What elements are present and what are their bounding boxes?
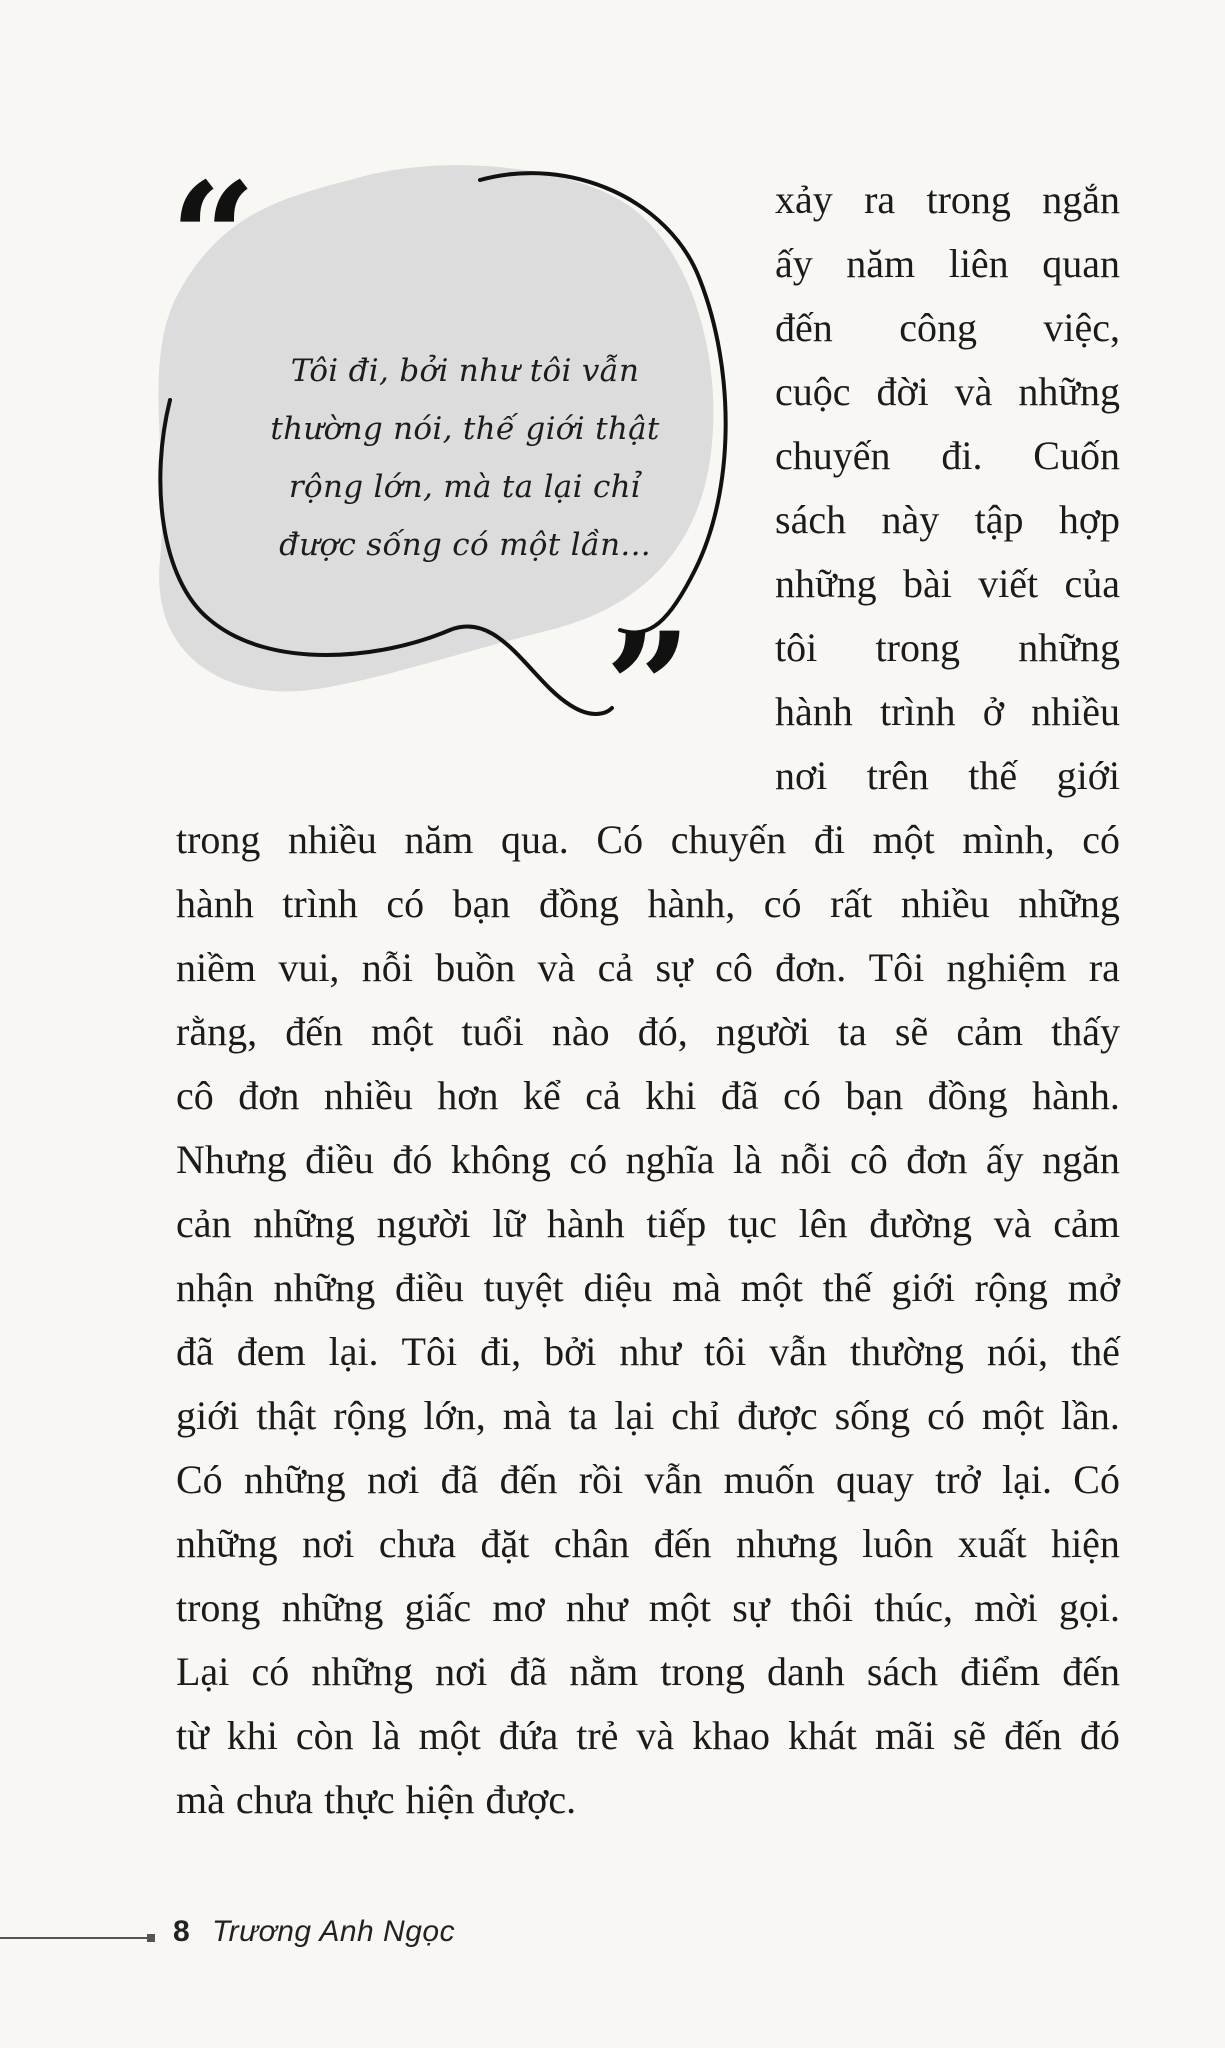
body-text-line xyxy=(176,1384,1120,1448)
word: đó xyxy=(1079,1713,1120,1758)
side-text-line xyxy=(775,680,1120,744)
word: trong xyxy=(660,1649,745,1694)
page-number: 8 xyxy=(173,1915,190,1948)
word: những xyxy=(273,1265,376,1310)
word: bởi xyxy=(544,1329,597,1374)
word: giới xyxy=(1056,753,1120,798)
word: nơi xyxy=(775,753,828,798)
word: lại xyxy=(614,1393,655,1438)
word: thường xyxy=(849,1329,964,1374)
word: từ xyxy=(176,1713,209,1758)
word: đến xyxy=(285,1009,343,1054)
word: cảm xyxy=(956,1009,1023,1054)
word: đã xyxy=(720,1073,759,1118)
word: giới xyxy=(176,1393,240,1438)
word: nằm xyxy=(569,1649,639,1694)
body-text-line xyxy=(176,1128,1120,1192)
word: hợp xyxy=(1058,497,1120,542)
word: nhiều xyxy=(1031,689,1120,734)
body-text-line xyxy=(176,1320,1120,1384)
word: đến xyxy=(1004,1713,1062,1758)
word: thôi xyxy=(790,1585,853,1630)
word: được. xyxy=(485,1777,577,1822)
word: tôi xyxy=(775,625,818,670)
body-text-line xyxy=(176,1768,1120,1832)
word: ở xyxy=(982,689,1004,734)
word: lữ xyxy=(492,1201,526,1246)
word: những xyxy=(281,1585,384,1630)
word: trong xyxy=(176,1585,261,1630)
word: những xyxy=(311,1649,414,1694)
word: việc, xyxy=(1043,305,1120,350)
word: hành xyxy=(546,1201,625,1246)
word: đến xyxy=(499,1457,558,1502)
word: rất xyxy=(830,881,873,926)
body-text-line xyxy=(176,1512,1120,1576)
word: năm xyxy=(846,241,916,286)
word: một xyxy=(418,1713,481,1758)
word: vẫn xyxy=(769,1329,827,1374)
word: sách xyxy=(866,1649,938,1694)
word: Tôi xyxy=(868,945,925,990)
word: một xyxy=(740,1265,803,1310)
word: một xyxy=(981,1393,1045,1438)
word: những xyxy=(253,1201,355,1246)
word: thấy xyxy=(1051,1009,1120,1054)
word: nơi xyxy=(302,1521,355,1566)
word: nhưng xyxy=(736,1521,838,1566)
word: quan xyxy=(1042,241,1120,286)
word: nơi xyxy=(367,1457,420,1502)
side-text-line xyxy=(775,616,1120,680)
word: khi xyxy=(226,1713,278,1758)
body-text-line xyxy=(176,1000,1120,1064)
word: và xyxy=(537,945,576,990)
word: thực xyxy=(324,1777,395,1822)
word: những xyxy=(1018,881,1120,926)
side-text-line xyxy=(775,232,1120,296)
body-text-line xyxy=(176,1640,1120,1704)
quote-text: Tôi đi, bởi như tôi vẫn thường nói, thế giới thật rộng lớn, mà ta lại chỉ được sống có một lần... xyxy=(270,353,660,563)
word: đó xyxy=(392,1137,433,1182)
word: là xyxy=(733,1137,762,1182)
word: Tôi xyxy=(401,1329,458,1374)
word: đó, xyxy=(637,1009,688,1054)
word: đơn. xyxy=(775,945,847,990)
body-text-line xyxy=(176,936,1120,1000)
word: hành xyxy=(775,689,853,734)
word: kể xyxy=(522,1073,561,1118)
word: nhiều xyxy=(323,1073,413,1118)
word: trở xyxy=(935,1457,981,1502)
word: điểm xyxy=(960,1649,1041,1694)
word: sự xyxy=(732,1585,770,1630)
word: mở xyxy=(1067,1265,1120,1310)
word: đơn xyxy=(238,1073,300,1118)
word: có xyxy=(783,1073,821,1118)
word: chưa xyxy=(235,1777,314,1822)
word: sách xyxy=(775,497,847,542)
word: mà xyxy=(502,1393,552,1438)
word: chân xyxy=(553,1521,630,1566)
word: nói, xyxy=(986,1329,1049,1374)
word: nỗi xyxy=(780,1137,832,1182)
word: mà xyxy=(672,1265,721,1310)
word: đường xyxy=(869,1201,973,1246)
word: cảm xyxy=(1053,1201,1120,1246)
word: vui, xyxy=(278,945,340,990)
side-text-line xyxy=(775,552,1120,616)
word: ngăn xyxy=(1042,1137,1120,1182)
side-text-line xyxy=(775,744,1120,808)
side-text-line xyxy=(775,424,1120,488)
word: qua. xyxy=(501,817,569,862)
word: bạn xyxy=(452,881,511,926)
word: nhiều xyxy=(288,817,377,862)
word: còn xyxy=(295,1713,354,1758)
word: ta xyxy=(568,1393,598,1438)
word: luôn xyxy=(862,1521,934,1566)
word: không xyxy=(450,1137,551,1182)
word: Có xyxy=(1073,1457,1120,1502)
word: bài xyxy=(903,561,952,606)
word: liên xyxy=(948,241,1009,286)
word: điều xyxy=(395,1265,464,1310)
word: những xyxy=(1018,369,1120,414)
word: diệu xyxy=(583,1265,653,1310)
word: sẽ xyxy=(952,1713,987,1758)
word: như xyxy=(565,1585,628,1630)
word: đồng xyxy=(927,1073,1008,1118)
word: vẫn xyxy=(644,1457,703,1502)
word: và xyxy=(636,1713,675,1758)
word: trẻ xyxy=(576,1713,619,1758)
word: đã xyxy=(509,1649,548,1694)
word: Có xyxy=(596,817,644,862)
word: giới xyxy=(891,1265,955,1310)
word: và xyxy=(954,369,993,414)
word: viết xyxy=(978,561,1039,606)
word: có xyxy=(569,1137,608,1182)
side-text-line xyxy=(775,296,1120,360)
word: rồi xyxy=(578,1457,624,1502)
word: khát xyxy=(787,1713,857,1758)
word: lại. xyxy=(1001,1457,1052,1502)
word: là xyxy=(371,1713,401,1758)
word: của xyxy=(1064,561,1120,606)
word: cô xyxy=(715,945,753,990)
word: thúc, xyxy=(874,1585,954,1630)
word: rộng xyxy=(333,1393,407,1438)
word: tục xyxy=(728,1201,777,1246)
word: trên xyxy=(866,753,929,798)
word: ngắn xyxy=(1042,177,1120,222)
word: sống xyxy=(834,1393,911,1438)
word: đồng xyxy=(538,881,619,926)
word: thế xyxy=(968,753,1018,798)
side-column-text xyxy=(775,168,1120,808)
word: ấy xyxy=(985,1137,1024,1182)
word: lại. xyxy=(328,1329,379,1374)
word: chưa xyxy=(378,1521,457,1566)
body-text-line xyxy=(176,1192,1120,1256)
word: cả xyxy=(597,945,634,990)
word: được xyxy=(737,1393,818,1438)
word: mơ xyxy=(492,1585,545,1630)
word: cô xyxy=(849,1137,888,1182)
pull-quote xyxy=(150,160,740,720)
word: rằng, xyxy=(176,1009,258,1054)
word: đời xyxy=(876,369,929,414)
word: đứa xyxy=(498,1713,559,1758)
word: đã xyxy=(176,1329,214,1374)
open-quote-mark: “ xyxy=(170,160,257,326)
word: ra xyxy=(864,177,896,222)
body-text-line xyxy=(176,872,1120,936)
word: danh xyxy=(766,1649,845,1694)
word: nghĩa xyxy=(625,1137,715,1182)
word: nhiều xyxy=(900,881,990,926)
word: hành, xyxy=(647,881,736,926)
word: hành xyxy=(176,881,254,926)
word: và xyxy=(993,1201,1032,1246)
word: như xyxy=(619,1329,682,1374)
word: Lại xyxy=(176,1649,230,1694)
word: những xyxy=(244,1457,346,1502)
word: khi xyxy=(645,1073,697,1118)
word: một xyxy=(648,1585,712,1630)
main-body-text xyxy=(176,808,1120,1832)
body-text-line xyxy=(176,1448,1120,1512)
word: một xyxy=(371,1009,434,1054)
word: có xyxy=(386,881,425,926)
word: năm xyxy=(404,817,474,862)
word: một xyxy=(872,817,935,862)
word: đi, xyxy=(480,1329,522,1374)
word: khao xyxy=(692,1713,770,1758)
word: ấy xyxy=(775,241,813,286)
word: gọi. xyxy=(1058,1585,1120,1630)
word: thật xyxy=(256,1393,317,1438)
word: trình xyxy=(879,689,956,734)
body-text-line xyxy=(176,808,1120,872)
word: cả xyxy=(585,1073,621,1118)
body-text-line xyxy=(176,1256,1120,1320)
close-quote-mark: ” xyxy=(605,600,692,720)
word: điều xyxy=(305,1137,374,1182)
footer-rule xyxy=(0,1937,150,1939)
footer-rule-end xyxy=(147,1934,155,1942)
side-text-line xyxy=(775,168,1120,232)
word: giấc xyxy=(404,1585,472,1630)
word: có xyxy=(763,881,802,926)
word: chuyến xyxy=(775,433,891,478)
word: bạn xyxy=(845,1073,904,1118)
body-text-line xyxy=(176,1576,1120,1640)
word: tập xyxy=(974,497,1024,542)
word: sự xyxy=(655,945,693,990)
word: chỉ xyxy=(671,1393,721,1438)
word: mời xyxy=(974,1585,1038,1630)
word: có xyxy=(927,1393,965,1438)
word: ra xyxy=(1088,945,1120,990)
word: những xyxy=(775,561,877,606)
word: rộng xyxy=(974,1265,1048,1310)
word: mình, xyxy=(962,817,1055,862)
word: có xyxy=(1082,817,1120,862)
word: tôi xyxy=(704,1329,747,1374)
word: công xyxy=(899,305,977,350)
word: có xyxy=(251,1649,290,1694)
word: nào xyxy=(551,1009,610,1054)
word: đến xyxy=(1062,1649,1120,1694)
word: hơn xyxy=(437,1073,499,1118)
word: đã xyxy=(440,1457,479,1502)
word: người xyxy=(715,1009,810,1054)
word: lớn, xyxy=(423,1393,486,1438)
word: thế xyxy=(1070,1329,1120,1374)
author-name: Trương Anh Ngọc xyxy=(212,1915,456,1948)
word: Có xyxy=(176,1457,223,1502)
word: niềm xyxy=(176,945,256,990)
body-text-line xyxy=(176,1704,1120,1768)
word: nơi xyxy=(435,1649,488,1694)
word: những xyxy=(176,1521,278,1566)
word: này xyxy=(881,497,940,542)
word: cuộc xyxy=(775,369,851,414)
side-text-line xyxy=(775,360,1120,424)
word: ta xyxy=(837,1009,867,1054)
word: trong xyxy=(926,177,1011,222)
word: đến xyxy=(775,305,833,350)
word: Cuốn xyxy=(1033,433,1120,478)
word: Nhưng xyxy=(176,1137,287,1182)
word: hiện xyxy=(405,1777,475,1822)
word: mãi xyxy=(874,1713,935,1758)
word: nỗi xyxy=(361,945,413,990)
word: đặt xyxy=(480,1521,530,1566)
word: cản xyxy=(176,1201,232,1246)
word: trong xyxy=(176,817,261,862)
word: người xyxy=(376,1201,471,1246)
word: tuổi xyxy=(461,1009,524,1054)
word: đi. xyxy=(941,433,983,478)
word: xảy xyxy=(775,177,833,222)
word: hiện xyxy=(1051,1521,1120,1566)
word: trình xyxy=(282,881,358,926)
word: xuất xyxy=(957,1521,1027,1566)
word: thế xyxy=(822,1265,872,1310)
word: những xyxy=(1018,625,1120,670)
page-footer xyxy=(0,1915,700,1955)
word: nghiệm xyxy=(946,945,1067,990)
word: mà xyxy=(176,1777,225,1822)
word: tuyệt xyxy=(483,1265,564,1310)
word: cô xyxy=(176,1073,214,1118)
word: lần. xyxy=(1061,1393,1120,1438)
word: trong xyxy=(875,625,960,670)
word: muốn xyxy=(723,1457,815,1502)
word: nhận xyxy=(176,1265,254,1310)
word: đơn xyxy=(906,1137,968,1182)
word: đi xyxy=(813,817,845,862)
word: chuyến xyxy=(670,817,787,862)
word: lên xyxy=(798,1201,848,1246)
word: đến xyxy=(653,1521,712,1566)
side-text-line xyxy=(775,488,1120,552)
body-text-line xyxy=(176,1064,1120,1128)
word: quay xyxy=(836,1457,914,1502)
word: hành. xyxy=(1032,1073,1120,1118)
word: sẽ xyxy=(894,1009,929,1054)
word: đem xyxy=(236,1329,306,1374)
word: buồn xyxy=(435,945,516,990)
word: tiếp xyxy=(646,1201,707,1246)
